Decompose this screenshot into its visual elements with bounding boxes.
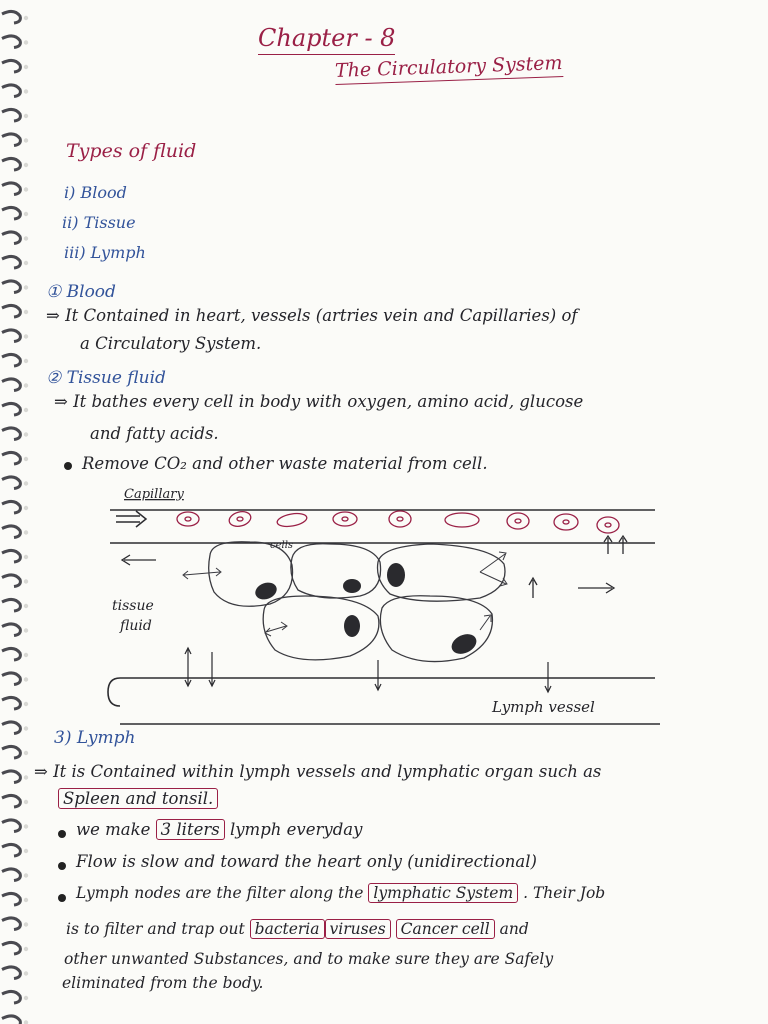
tissue-line-1: ⇒ It bathes every cell in body with oxygen, amino acid, glucose	[54, 392, 584, 411]
spiral-hole	[24, 187, 28, 191]
spiral-hole	[24, 947, 28, 951]
spiral-coil	[2, 648, 20, 660]
spiral-hole	[24, 628, 28, 632]
spiral-coil	[2, 722, 20, 734]
spiral-coil	[2, 624, 20, 636]
red-blood-cells	[177, 509, 619, 533]
spiral-coil	[2, 11, 20, 23]
spiral-hole	[24, 138, 28, 142]
spiral-hole	[24, 163, 28, 167]
tissue-bullet: Remove CO₂ and other waste material from cell.	[82, 454, 488, 473]
spiral-coil	[2, 330, 20, 342]
spiral-hole	[24, 236, 28, 240]
spiral-coil	[2, 673, 20, 685]
spiral-hole	[24, 383, 28, 387]
spiral-coil	[2, 599, 20, 611]
blood-line-2: a Circulatory System.	[80, 334, 262, 353]
spiral-coil	[2, 232, 20, 244]
spiral-hole	[24, 310, 28, 314]
lymph-bullet-1	[76, 820, 362, 839]
spiral-hole	[24, 212, 28, 216]
spiral-coil	[2, 256, 20, 268]
spiral-coil	[2, 281, 20, 293]
spiral-coil	[2, 428, 20, 440]
lymph-bullet-1-post: lymph everyday	[229, 820, 363, 839]
spiral-coil	[2, 60, 20, 72]
spiral-hole	[24, 996, 28, 1000]
spiral-coil	[2, 452, 20, 464]
spiral-coil	[2, 477, 20, 489]
capillary-label: Capillary	[124, 487, 184, 502]
lymph-bullet-3	[76, 884, 605, 902]
spiral-hole	[24, 530, 28, 534]
spiral-coil	[2, 183, 20, 195]
spiral-coil	[2, 991, 20, 1003]
spiral-coil	[2, 134, 20, 146]
spiral-coil	[2, 967, 20, 979]
drain-arrows-icon	[185, 648, 551, 692]
cancer-cell-box: Cancer cell	[396, 919, 495, 939]
lymph-bullet-2: Flow is slow and toward the heart only (unidirectional)	[76, 852, 537, 871]
spiral-hole	[24, 751, 28, 755]
spiral-hole	[24, 114, 28, 118]
type-item-blood: i) Blood	[64, 183, 127, 202]
right-arrows-icon	[529, 578, 614, 598]
blood-line-1: ⇒ It Contained in heart, vessels (artries vein and Capillaries) of	[46, 306, 578, 325]
spiral-hole	[24, 775, 28, 779]
spiral-coil	[2, 36, 20, 48]
spiral-coil	[2, 526, 20, 538]
spiral-hole	[24, 971, 28, 975]
spiral-coil	[2, 305, 20, 317]
spiral-coil	[2, 379, 20, 391]
spiral-coil	[2, 918, 20, 930]
spleen-tonsil-box: Spleen and tonsil.	[58, 788, 218, 809]
tissue-fluid-label-1: tissue	[112, 598, 154, 614]
spiral-hole	[24, 922, 28, 926]
spiral-coil	[2, 85, 20, 97]
spiral-coil	[2, 844, 20, 856]
cells-label: cells	[270, 540, 294, 551]
spiral-hole	[24, 16, 28, 20]
lymph-line-substances: other unwanted Substances, and to make sure they are Safely	[64, 950, 554, 968]
cell-nuclei	[253, 563, 480, 658]
spiral-hole	[24, 89, 28, 93]
spiral-hole	[24, 457, 28, 461]
spiral-hole	[24, 481, 28, 485]
spiral-hole	[24, 873, 28, 877]
bullet-dot	[58, 894, 66, 902]
spiral-coil	[2, 354, 20, 366]
spiral-hole	[24, 726, 28, 730]
lymph-line-filter	[66, 920, 529, 938]
spiral-coil	[2, 893, 20, 905]
spiral-hole	[24, 261, 28, 265]
bacteria-box: bacteria	[250, 919, 325, 939]
spiral-binding	[0, 0, 34, 1024]
bullet-dot	[58, 830, 66, 838]
lymph-line-eliminated: eliminated from the body.	[62, 974, 264, 992]
spiral-coil	[2, 697, 20, 709]
lymph-filter-post: and	[499, 920, 529, 938]
page-subtitle: The Circulatory System	[335, 52, 563, 85]
spiral-coil	[2, 771, 20, 783]
lymph-vessel-label: Lymph vessel	[492, 698, 595, 716]
lymphatic-system-box: lymphatic System	[368, 883, 518, 903]
page-title: Chapter - 8	[258, 24, 395, 55]
lymph-bullet-3-post: . Their Job	[523, 884, 606, 902]
spiral-hole	[24, 408, 28, 412]
spiral-hole	[24, 1020, 28, 1024]
spiral-coil	[2, 820, 20, 832]
spiral-coil	[2, 1016, 20, 1024]
spiral-hole	[24, 702, 28, 706]
spiral-coil	[2, 746, 20, 758]
left-arrow-icon	[122, 555, 156, 565]
spiral-coil	[2, 942, 20, 954]
spiral-hole	[24, 653, 28, 657]
spiral-hole	[24, 40, 28, 44]
spiral-hole	[24, 677, 28, 681]
three-liters-box: 3 liters	[156, 819, 225, 840]
spiral-coil	[2, 795, 20, 807]
spiral-hole	[24, 824, 28, 828]
blood-heading: ① Blood	[46, 282, 116, 302]
spiral-hole	[24, 604, 28, 608]
spiral-hole	[24, 506, 28, 510]
flow-arrow-icon	[116, 511, 146, 527]
lymph-heading: 3) Lymph	[54, 728, 136, 748]
lymph-bullet-1-pre: we make	[76, 820, 151, 839]
spiral-hole	[24, 555, 28, 559]
spiral-hole	[24, 800, 28, 804]
spiral-hole	[24, 65, 28, 69]
type-item-tissue: ii) Tissue	[62, 213, 136, 232]
lymph-line-1: ⇒ It is Contained within lymph vessels and lymphatic organ such as	[34, 762, 602, 781]
types-heading: Types of fluid	[66, 140, 197, 162]
spiral-coil	[2, 158, 20, 170]
spiral-hole	[24, 579, 28, 583]
spiral-hole	[24, 359, 28, 363]
spiral-coil	[2, 550, 20, 562]
spiral-hole	[24, 898, 28, 902]
tissue-fluid-diagram	[100, 480, 670, 730]
spiral-coil	[2, 403, 20, 415]
up-arrows-icon	[604, 536, 627, 554]
spiral-coil	[2, 575, 20, 587]
spiral-coil	[2, 501, 20, 513]
spiral-hole	[24, 285, 28, 289]
bullet-dot	[64, 462, 72, 470]
bullet-dot	[58, 862, 66, 870]
viruses-box: viruses	[325, 919, 391, 939]
tissue-fluid-label-2: fluid	[120, 618, 152, 634]
spiral-hole	[24, 334, 28, 338]
tissue-line-2: and fatty acids.	[90, 424, 219, 443]
spiral-hole	[24, 849, 28, 853]
tissue-heading: ② Tissue fluid	[46, 368, 166, 388]
spiral-coil	[2, 207, 20, 219]
type-item-lymph: iii) Lymph	[64, 243, 146, 262]
lymph-bullet-3-pre: Lymph nodes are the filter along the	[76, 884, 364, 902]
spiral-hole	[24, 432, 28, 436]
spiral-coil	[2, 869, 20, 881]
spiral-coil	[2, 109, 20, 121]
lymph-filter-pre: is to filter and trap out	[66, 920, 245, 938]
